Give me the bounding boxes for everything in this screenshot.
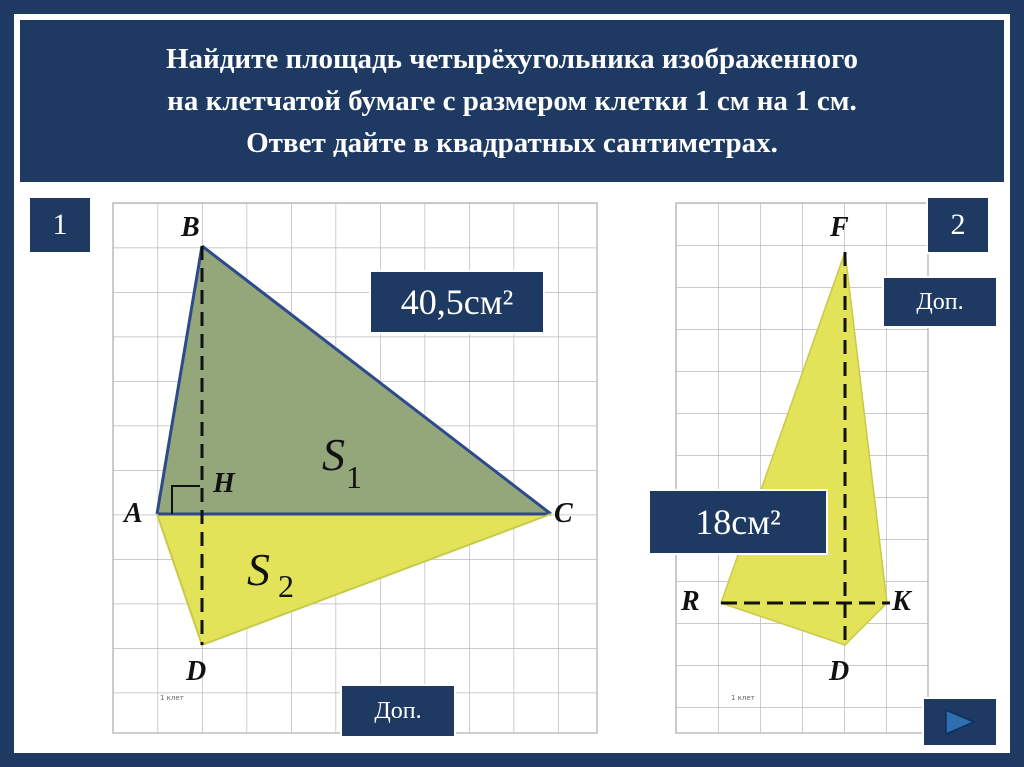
label-s1: S xyxy=(322,429,345,480)
label-k: K xyxy=(892,586,911,617)
dop-button-2[interactable] xyxy=(882,276,998,328)
dop-button-1[interactable] xyxy=(340,684,456,738)
label-s2: S xyxy=(247,544,270,595)
problem-statement xyxy=(18,18,1006,184)
label-r: R xyxy=(681,586,700,617)
dop-button-2-label: Доп. xyxy=(916,288,964,315)
next-slide-button[interactable] xyxy=(922,697,998,747)
problem-line-1: Найдите площадь четырёхугольника изображенного xyxy=(165,43,859,75)
dop-button-1-label: Доп. xyxy=(374,697,422,724)
label-d2: D xyxy=(829,656,850,687)
label-c: C xyxy=(554,498,573,529)
answer-box-1 xyxy=(369,270,545,334)
answer-box-2 xyxy=(648,489,828,555)
task-number-1-text: 1 xyxy=(52,208,68,241)
label-a: A xyxy=(124,498,143,529)
label-f: F xyxy=(830,212,849,243)
problem-line-2: на клетчатой бумаге с размером клетки 1 см на 1 см. xyxy=(167,85,857,117)
label-s2-subscript: 2 xyxy=(278,568,294,604)
problem-line-3: Ответ дайте в квадратных сантиметрах. xyxy=(246,127,778,159)
label-h: H xyxy=(213,468,235,499)
task-number-1 xyxy=(28,196,92,254)
s1-subscript-label: 1 xyxy=(346,459,362,495)
scale-note-2: 1 клет xyxy=(731,694,755,702)
task-number-2 xyxy=(926,196,990,254)
scale-note-1: 1 клет xyxy=(160,694,184,702)
label-b: B xyxy=(181,212,200,243)
answer-1-text: 40,5см² xyxy=(400,282,514,322)
task-number-2-text: 2 xyxy=(950,208,966,241)
label-d1: D xyxy=(186,656,207,687)
play-right-icon xyxy=(942,707,978,737)
answer-2-text: 18см² xyxy=(695,502,781,542)
